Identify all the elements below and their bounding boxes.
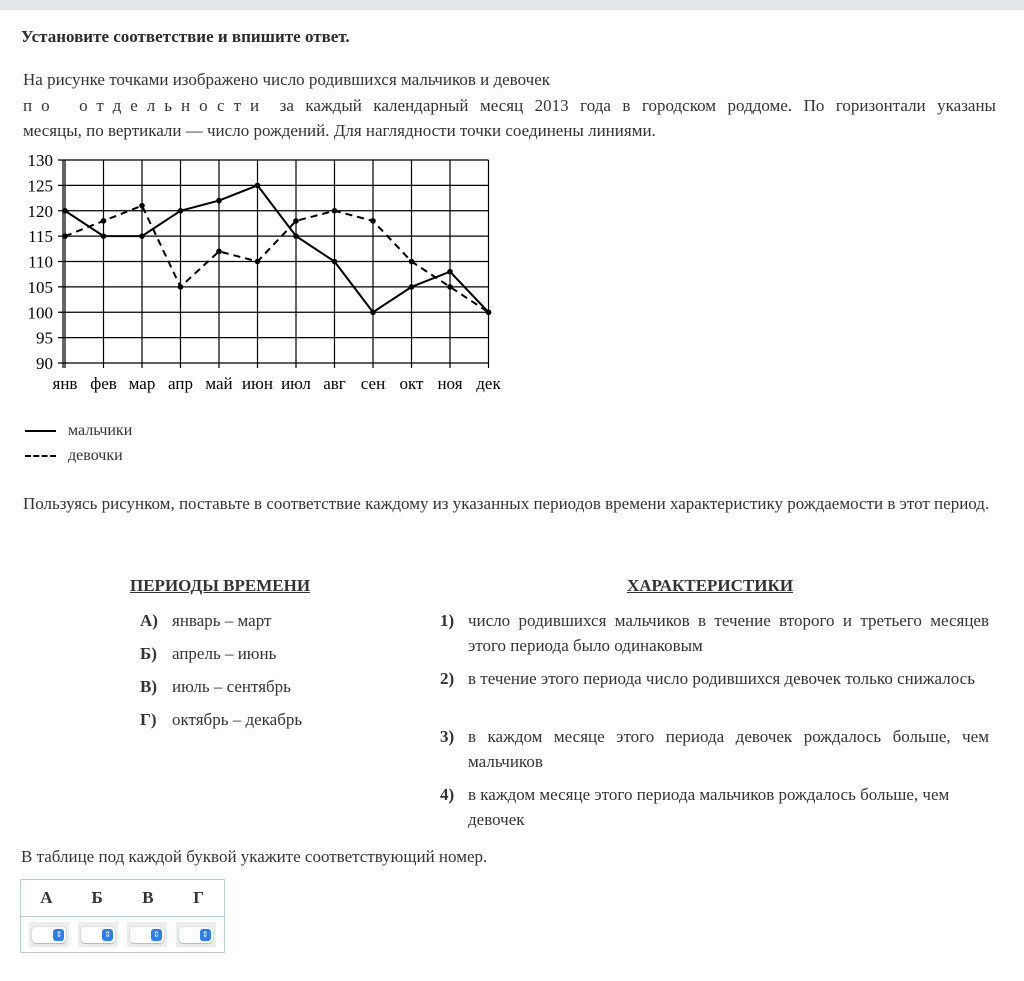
characteristic-text: в каждом месяце этого периода мальчиков рождалось больше, чем девочек xyxy=(468,785,950,829)
x-tick-label: сен xyxy=(360,374,386,393)
characteristic-item-1 xyxy=(440,608,989,658)
select-arrows-icon: ⇕ xyxy=(102,929,113,941)
data-point xyxy=(62,208,68,214)
x-tick-label: апр xyxy=(168,374,193,393)
characteristic-item-3 xyxy=(440,724,989,774)
x-tick-label: ноя xyxy=(437,374,463,393)
x-tick-label: фев xyxy=(90,374,117,393)
intro-line-3: месяцы, по вертикали — число рождений. Для наглядности точки соединены линиями. xyxy=(23,121,656,140)
solid-line-icon xyxy=(25,430,56,432)
legend-label-girls: девочки xyxy=(68,446,123,464)
data-point xyxy=(409,284,415,290)
top-bar xyxy=(0,0,1024,10)
births-line-chart xyxy=(20,148,520,398)
x-tick-label: окт xyxy=(399,374,424,393)
data-point xyxy=(486,309,492,315)
answer-header-a: А xyxy=(40,888,53,907)
answer-cell-a xyxy=(29,922,69,947)
legend-item-boys xyxy=(25,418,132,443)
table-prompt: В таблице под каждой буквой укажите соответствующий номер. xyxy=(21,847,488,866)
x-tick-label: июл xyxy=(281,374,311,393)
dashed-line-icon xyxy=(25,455,56,457)
characteristic-number: 4) xyxy=(440,785,455,804)
data-point xyxy=(178,208,184,214)
characteristic-number: 1) xyxy=(440,611,455,630)
period-item-g xyxy=(140,710,302,730)
period-text: апрель – июнь xyxy=(172,644,277,663)
period-item-v xyxy=(140,677,291,697)
data-point xyxy=(293,218,299,224)
data-point xyxy=(139,233,145,239)
data-point xyxy=(293,233,299,239)
data-point xyxy=(139,203,145,209)
period-label: Г) xyxy=(140,710,157,729)
x-tick-label: авг xyxy=(323,374,346,393)
answer-select-b[interactable] xyxy=(81,927,115,943)
data-point xyxy=(101,233,107,239)
y-tick-label: 110 xyxy=(28,252,53,272)
characteristic-text: в течение этого периода число родившихся девочек только снижалось xyxy=(468,669,975,688)
answer-header-b: Б xyxy=(91,888,103,907)
y-tick-label: 90 xyxy=(36,354,53,373)
data-point xyxy=(447,284,453,290)
y-tick-label: 95 xyxy=(36,328,53,348)
question-text: Пользуясь рисунком, поставьте в соответствие каждому из указанных периодов времени характеристику рождаемости в этот период. xyxy=(23,494,990,513)
y-tick-label: 120 xyxy=(27,201,53,221)
answer-table xyxy=(20,879,225,953)
characteristic-text: в каждом месяце этого периода девочек рождалось больше, чем мальчиков xyxy=(468,727,989,771)
characteristic-text: число родившихся мальчиков в течение второго и третьего месяцев этого периода было одинаковым xyxy=(468,611,989,655)
periods-header: ПЕРИОДЫ ВРЕМЕНИ xyxy=(130,576,311,595)
answer-select-a[interactable] xyxy=(32,927,66,943)
period-text: январь – март xyxy=(172,611,272,630)
period-item-b xyxy=(140,644,276,664)
x-tick-label: дек xyxy=(476,374,501,393)
answer-table-header xyxy=(21,880,224,917)
characteristic-item-4 xyxy=(440,782,960,832)
period-item-a xyxy=(140,611,271,631)
chart-legend xyxy=(25,418,132,468)
period-label: А) xyxy=(140,611,158,630)
answer-cell-v xyxy=(127,922,167,947)
characteristic-number: 2) xyxy=(440,669,455,688)
period-text: июль – сентябрь xyxy=(172,677,291,696)
period-label: Б) xyxy=(140,644,157,663)
x-tick-label: июн xyxy=(242,374,273,393)
x-tick-label: янв xyxy=(52,374,78,393)
y-tick-label: 100 xyxy=(27,303,53,323)
data-point xyxy=(255,183,261,189)
x-tick-label: мар xyxy=(128,374,156,393)
y-tick-label: 125 xyxy=(27,176,53,196)
data-point xyxy=(62,233,68,239)
data-point xyxy=(101,218,107,224)
answer-select-g[interactable] xyxy=(179,927,213,943)
girls-series-line xyxy=(65,206,489,313)
intro-line-2 xyxy=(23,93,996,119)
y-tick-label: 115 xyxy=(28,227,53,247)
period-text: октябрь – декабрь xyxy=(172,710,303,729)
legend-label-boys: мальчики xyxy=(68,421,133,439)
data-point xyxy=(447,269,453,275)
answer-header-v: В xyxy=(142,888,154,907)
select-arrows-icon: ⇕ xyxy=(151,929,162,941)
data-point xyxy=(255,259,261,265)
data-point xyxy=(216,198,222,204)
period-label: В) xyxy=(140,677,157,696)
answer-cell-g xyxy=(176,922,216,947)
data-point xyxy=(216,249,222,255)
data-point xyxy=(332,259,338,265)
characteristic-number: 3) xyxy=(440,727,455,746)
select-arrows-icon: ⇕ xyxy=(200,929,211,941)
x-tick-label: май xyxy=(205,374,233,393)
intro-line-2-rest: за каждый календарный месяц 2013 года в городском роддоме. По горизонтали указаны xyxy=(268,95,996,115)
data-point xyxy=(370,218,376,224)
y-tick-label: 130 xyxy=(27,151,53,170)
answer-cell-b xyxy=(78,922,118,947)
y-tick-label: 105 xyxy=(27,277,53,297)
boys-series-line xyxy=(65,185,489,312)
answer-select-v[interactable] xyxy=(130,927,164,943)
intro-paragraph xyxy=(23,67,996,144)
data-point xyxy=(332,208,338,214)
select-arrows-icon: ⇕ xyxy=(53,929,64,941)
answer-table-row xyxy=(21,917,224,947)
intro-line-1: На рисунке точками изображено число родившихся мальчиков и девочек xyxy=(23,70,550,89)
characteristics-header: ХАРАКТЕРИСТИКИ xyxy=(627,576,794,595)
characteristic-item-2 xyxy=(440,666,989,691)
data-point xyxy=(178,284,184,290)
data-point xyxy=(409,259,415,265)
data-point xyxy=(370,309,376,315)
answer-header-g: Г xyxy=(193,888,205,907)
task-instruction: Установите соответствие и впишите ответ. xyxy=(21,27,350,46)
intro-spaced-word: по отдельности xyxy=(23,95,269,115)
legend-item-girls xyxy=(25,443,132,468)
